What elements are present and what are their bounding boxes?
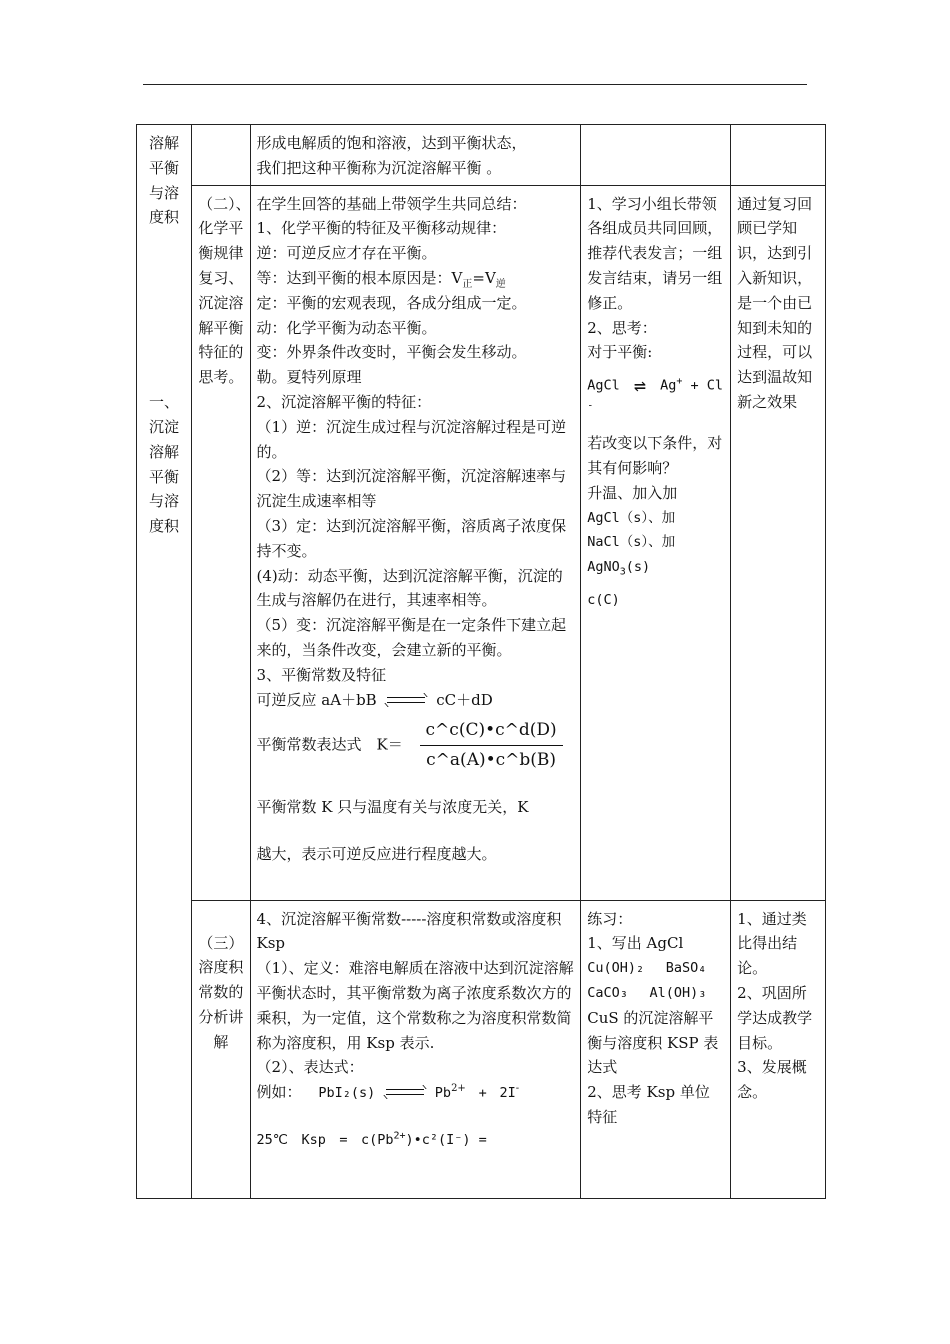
content-line: （5）变：沉淀溶解平衡是在一定条件下建立起来的，当条件改变，会建立新的平衡。	[256, 616, 567, 659]
activity-line: AgCl（s）、加	[587, 509, 676, 526]
activity-line: Cu(OH)₂ BaSO₄	[587, 960, 707, 977]
content-line: （1）逆：沉淀生成过程与沉淀溶解过程是可逆的。	[256, 417, 567, 461]
activity-line: CuS 的沉淀溶解平衡与溶度积 KSP 表达式	[587, 1008, 719, 1077]
activity-cell	[581, 900, 731, 1198]
content-line: 动：化学平衡为动态平衡。	[256, 318, 437, 337]
content-line: （2）、表达式：	[256, 1058, 364, 1077]
reversible-reaction: 可逆反应 aA＋bB cC＋dD	[256, 690, 493, 709]
stage-cell-empty	[192, 125, 250, 186]
equilibrium-arrow-icon	[387, 695, 425, 707]
content-line: 定：平衡的宏观表现，各成分组成一定。	[256, 293, 527, 312]
content-line: 变：外界条件改变时，平衡会发生移动。	[256, 343, 527, 362]
intent-line: 2、巩固所学达成教学目标。	[737, 983, 813, 1052]
equilibrium-arrow-icon	[386, 1087, 424, 1099]
content-line: 1、化学平衡的特征及平衡移动规律：	[256, 219, 507, 238]
content-line: 形成电解质的饱和溶液，达到平衡状态，	[256, 134, 527, 152]
intent-cell	[731, 900, 826, 1198]
content-line: 逆：可逆反应才存在平衡。	[256, 244, 437, 263]
content-cell	[250, 125, 581, 186]
content-cell	[250, 900, 581, 1198]
topic-top: 溶解平衡与溶度积	[149, 134, 180, 227]
intent-line: 3、发展概念。	[737, 1058, 807, 1102]
content-line: 等：达到平衡的根本原因是：$V_正=V_逆$	[256, 268, 506, 290]
equilibrium-arrow-icon: ⇌	[633, 373, 646, 398]
activity-line: 练习：	[587, 909, 633, 928]
activity-line: 2、思考：	[587, 318, 657, 337]
content-line: 4、沉淀溶解平衡常数-----溶度积常数或溶度积 Ksp	[256, 909, 562, 953]
activity-line: 1、学习小组长带领各组成员共同回顾，推荐代表发言；一组发言结束，请另一组修正。	[587, 194, 723, 312]
content-line: 在学生回答的基础上带领学生共同总结：	[256, 194, 527, 213]
activity-cell-empty	[581, 125, 731, 186]
table-row	[137, 185, 826, 900]
activity-line: 2、思考 Ksp 单位特征	[587, 1083, 710, 1126]
activity-line: 若改变以下条件，对其有何影响？	[587, 434, 723, 477]
intent-line: 1、通过类比得出结论。	[737, 909, 807, 978]
topic-main: 一、沉淀溶解平衡与溶度积	[149, 393, 180, 536]
activity-line: 1、写出 AgCl	[587, 934, 684, 953]
activity-line: CaCO₃ Al(OH)₃	[587, 984, 707, 1001]
k-denominator: c^a(A)•c^b(B)	[426, 750, 557, 771]
content-line: 2、沉淀溶解平衡的特征：	[256, 392, 432, 411]
content-cell	[250, 185, 581, 900]
topic-cell	[137, 125, 192, 1199]
content-line: 3、平衡常数及特征	[256, 665, 387, 684]
activity-line: NaCl（s）、加	[587, 534, 676, 551]
intent-cell: 通过复习回顾已学知识，达到引入新知识，是一个由已知到未知的过程，可以达到温故知新之效果	[731, 185, 826, 900]
lesson-plan-table	[136, 124, 826, 1199]
k-numerator: c^c(C)•c^d(D)	[420, 718, 563, 746]
agcl-equilibrium: AgCl ⇌ Ag+ + Cl-	[587, 373, 724, 412]
activity-line: 升温、加入加	[587, 483, 678, 502]
intent-cell-empty	[731, 125, 826, 186]
content-line: 我们把这种平衡称为沉淀溶解平衡 。	[256, 158, 502, 177]
header-rule	[143, 84, 807, 85]
activity-cell	[581, 185, 731, 900]
stage-cell: （三）溶度积常数的分析讲解	[192, 900, 250, 1198]
pbi2-equilibrium: 例如： PbI₂(s) $Pb^{2+} + 2I^-$	[256, 1083, 520, 1102]
content-line: 勒。夏特列原理	[256, 368, 362, 387]
content-line: （2）等：达到沉淀溶解平衡，沉淀溶解速率与沉淀生成速率相等	[256, 467, 567, 511]
content-line: （1）、定义：难溶电解质在溶液中达到沉淀溶解平衡状态时，其平衡常数为离子浓度系数次方的乘积，为一定值，这个常数称之为溶度积常数简称为溶度积，用 Ksp 表示.	[256, 959, 574, 1052]
activity-line: AgNO$_3$(s)	[587, 559, 651, 578]
table-row	[137, 125, 826, 186]
ksp-expression: 25℃ Ksp = $c(Pb^{2+})•c^2(I^-)$ =	[256, 1130, 487, 1148]
activity-line: c(C)	[587, 591, 620, 608]
content-line: （3）定：达到沉淀溶解平衡，溶质离子浓度保持不变。	[256, 516, 567, 560]
content-line: 越大，表示可逆反应进行程度越大。	[256, 844, 497, 863]
content-line: 平衡常数 K 只与温度有关与浓度无关，K	[256, 797, 529, 816]
activity-line: 对于平衡:	[587, 343, 653, 362]
stage-cell: （二）、化学平衡规律复习、沉淀溶解平衡特征的思考。	[192, 185, 250, 900]
k-expression: 平衡常数表达式 K＝ $\frac{c\^{}c(C)•c\^{}d(D)}{c\^{}a(A)•c\^{}b(B)}$	[257, 718, 575, 773]
k-fraction	[420, 718, 563, 773]
table-row	[137, 900, 826, 1198]
content-line: (4)动：动态平衡，达到沉淀溶解平衡，沉淀的生成与溶解仍在进行，其速率相等。	[256, 566, 563, 610]
